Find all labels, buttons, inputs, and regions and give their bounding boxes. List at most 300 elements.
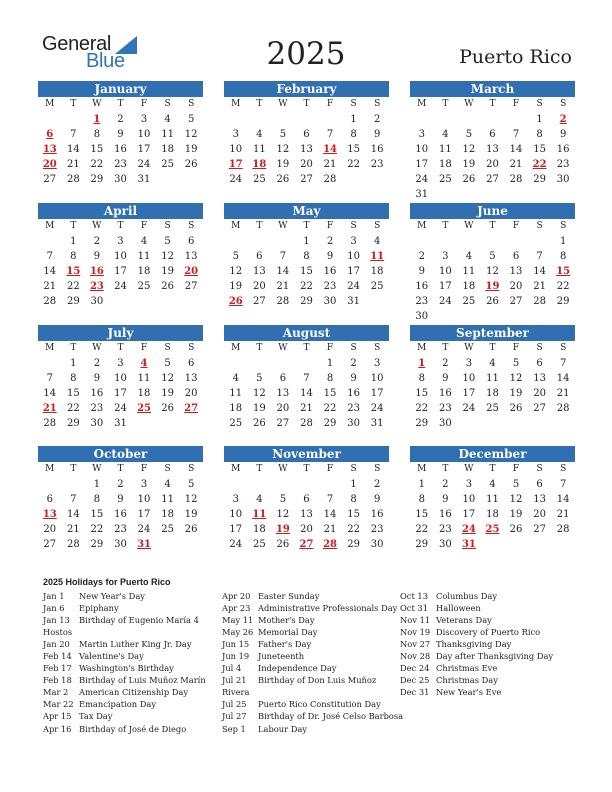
calendar-day: 13: [509, 266, 523, 277]
calendar-day: 12: [252, 388, 266, 399]
weekday-label: T: [303, 464, 310, 474]
calendar-day: 30: [90, 296, 104, 307]
holiday-name: Tax Day: [79, 711, 113, 722]
calendar-day: 30: [114, 174, 127, 185]
empty-cell: [434, 234, 458, 249]
calendar-day: 29: [90, 539, 104, 550]
calendar-day: 16: [438, 388, 452, 399]
holiday-name: Mother's Day: [258, 615, 315, 626]
calendar-day: 21: [556, 509, 570, 520]
holiday-date-label: Nov 27: [400, 639, 431, 650]
calendar-day: 24: [114, 403, 127, 414]
weekday-label: F: [140, 464, 148, 474]
calendar-day: 16: [323, 266, 337, 277]
calendar-day: 22: [347, 524, 360, 535]
month-header: June: [410, 203, 575, 219]
weekday-label: S: [374, 221, 381, 231]
holiday-date: 20: [184, 266, 199, 277]
calendar-day: 17: [415, 159, 429, 170]
calendar-day: 7: [559, 358, 567, 369]
calendar-day: 10: [462, 494, 476, 505]
weekday-label: W: [464, 99, 474, 109]
calendar-day: 13: [486, 144, 499, 155]
calendar-day: 4: [256, 494, 263, 505]
holiday-date: 6: [46, 129, 54, 140]
calendar-day: 1: [70, 236, 77, 247]
calendar-day: 30: [114, 539, 127, 550]
calendar-day: 26: [161, 403, 174, 414]
empty-cell: [318, 112, 342, 127]
weekday-label: T: [117, 99, 124, 109]
calendar-day: 19: [252, 403, 266, 414]
holiday-date: 27: [184, 403, 199, 414]
holiday-date-label: Apr 23: [222, 603, 251, 614]
holiday-date: 28: [323, 539, 337, 550]
calendar-day: 25: [438, 174, 452, 185]
calendar-day: 26: [161, 281, 174, 292]
calendar-day: 14: [533, 266, 546, 277]
weekday-label: T: [256, 99, 263, 109]
calendar-day: 13: [184, 251, 198, 262]
weekday-label: F: [326, 221, 334, 231]
calendar-day: 19: [509, 388, 523, 399]
calendar-day: 10: [415, 144, 429, 155]
calendar-day: 17: [114, 266, 127, 277]
calendar-day: 26: [276, 174, 290, 185]
calendar-day: 30: [90, 418, 104, 429]
weekday-label: T: [303, 343, 310, 353]
calendar-day: 27: [276, 418, 290, 429]
holiday-date: 31: [461, 539, 476, 550]
calendar-day: 8: [350, 129, 357, 140]
holiday-date: 27: [299, 539, 314, 550]
calendar-day: 1: [350, 479, 357, 490]
calendar-day: 16: [438, 509, 452, 520]
calendar-day: 2: [117, 479, 124, 490]
empty-cell: [248, 356, 272, 371]
weekday-label: T: [489, 464, 496, 474]
calendar-day: 10: [137, 129, 151, 140]
calendar-day: 1: [418, 479, 425, 490]
calendar-day: 17: [347, 266, 360, 277]
calendar-day: 3: [465, 358, 473, 369]
holiday-name: Birthday of Don Luis Muñoz: [258, 675, 377, 686]
calendar-day: 7: [70, 129, 77, 140]
calendar-day: 24: [415, 174, 429, 185]
holiday-date: 19: [485, 281, 500, 292]
empty-cell: [504, 234, 528, 249]
calendar-day: 23: [438, 403, 452, 414]
calendar-day: 10: [370, 373, 384, 384]
calendar-day: 14: [509, 144, 523, 155]
weekday-label: S: [374, 99, 381, 109]
holiday-date: 1: [418, 358, 426, 369]
calendar-day: 21: [509, 159, 523, 170]
calendar-day: 10: [229, 509, 243, 520]
calendar-day: 11: [161, 494, 174, 505]
holiday-name: Martin Luther King Jr. Day: [79, 639, 192, 650]
calendar-day: 17: [229, 524, 243, 535]
calendar-day: 23: [415, 296, 429, 307]
empty-cell: [38, 234, 62, 249]
empty-cell: [224, 112, 248, 127]
weekday-label: M: [231, 464, 241, 474]
calendar-day: 26: [486, 296, 499, 307]
calendar-day: 26: [184, 524, 198, 535]
month-header: January: [38, 81, 203, 97]
calendar-day: 12: [184, 494, 198, 505]
calendar-day: 18: [462, 281, 476, 292]
calendar-day: 27: [43, 174, 57, 185]
calendar-day: 30: [347, 418, 360, 429]
calendar-day: 12: [229, 266, 243, 277]
weekday-label: W: [92, 464, 102, 474]
calendar-day: 26: [276, 539, 290, 550]
weekday-label: W: [92, 343, 102, 353]
holiday-date-label: Oct 13: [400, 591, 428, 601]
holiday-name: Birthday of José de Diego: [79, 723, 187, 734]
calendar-day: 3: [117, 236, 124, 247]
calendar-day: 31: [415, 189, 429, 200]
calendar-day: 12: [509, 494, 523, 505]
weekday-label: T: [489, 343, 496, 353]
calendar-day: 22: [90, 524, 104, 535]
calendar-day: 12: [486, 266, 499, 277]
calendar-day: 21: [300, 403, 313, 414]
calendar-day: 31: [370, 418, 384, 429]
calendar-day: 25: [252, 174, 266, 185]
empty-cell: [528, 234, 552, 249]
weekday-label: T: [442, 221, 449, 231]
calendar-day: 24: [229, 539, 243, 550]
calendar-day: 17: [462, 509, 476, 520]
calendar-day: 27: [252, 296, 266, 307]
calendar-day: 9: [326, 251, 334, 262]
calendar-day: 5: [279, 129, 287, 140]
month-header: December: [410, 446, 575, 462]
holiday-name-continued: Rivera: [222, 687, 250, 698]
calendar-day: 31: [137, 174, 151, 185]
holiday-date-label: Jul 21: [222, 675, 247, 686]
holiday-date-label: Apr 16: [43, 723, 72, 734]
calendar-day: 21: [276, 281, 290, 292]
calendar-day: 13: [533, 373, 546, 384]
calendar-day: 20: [486, 159, 499, 170]
calendar-day: 11: [486, 373, 499, 384]
month-header: March: [410, 81, 575, 97]
calendar-day: 27: [486, 174, 499, 185]
calendar-day: 1: [350, 114, 357, 125]
calendar-day: 29: [415, 539, 429, 550]
holiday-name: New Year's Eve: [436, 687, 502, 698]
calendar-day: 1: [303, 236, 310, 247]
weekday-label: M: [45, 221, 55, 231]
weekday-label: F: [326, 464, 334, 474]
empty-cell: [224, 234, 248, 249]
calendar-day: 15: [323, 388, 337, 399]
calendar-day: 5: [164, 358, 171, 369]
calendar-day: 30: [438, 539, 452, 550]
calendar-day: 23: [114, 524, 127, 535]
calendar-day: 11: [137, 373, 151, 384]
calendar-day: 29: [300, 296, 313, 307]
calendar-day: 6: [46, 494, 53, 505]
calendar-day: 15: [66, 388, 80, 399]
weekday-label: T: [70, 343, 77, 353]
calendar-day: 14: [276, 266, 290, 277]
calendar-day: 28: [323, 174, 337, 185]
calendar-day: 29: [415, 418, 429, 429]
calendar-day: 25: [161, 159, 174, 170]
month-header: May: [224, 203, 389, 219]
calendar-day: 28: [533, 296, 546, 307]
weekday-label: T: [70, 221, 77, 231]
empty-cell: [38, 112, 62, 127]
calendar-day: 28: [66, 174, 80, 185]
calendar-day: 16: [415, 281, 429, 292]
calendar-day: 10: [462, 373, 476, 384]
calendar-day: 7: [512, 129, 520, 140]
empty-cell: [271, 112, 295, 127]
calendar-day: 5: [187, 114, 195, 125]
calendar-day: 13: [300, 509, 313, 520]
calendar-day: 28: [300, 418, 313, 429]
calendar-day: 9: [93, 251, 101, 262]
calendar-day: 20: [252, 281, 266, 292]
weekday-label: S: [560, 343, 567, 353]
weekday-label: S: [560, 464, 567, 474]
calendar-day: 3: [442, 251, 449, 262]
calendar-day: 4: [140, 236, 148, 247]
calendar-day: 22: [66, 281, 80, 292]
calendar-day: 12: [462, 144, 476, 155]
calendar-day: 30: [415, 311, 429, 322]
calendar-day: 7: [536, 251, 543, 262]
calendar-year-title: 2025: [266, 36, 346, 72]
calendar-day: 11: [137, 251, 151, 262]
calendar-day: 29: [66, 418, 80, 429]
calendar-day: 13: [252, 266, 266, 277]
calendar-day: 23: [323, 281, 337, 292]
holiday-name: Labour Day: [258, 723, 307, 734]
holiday-date: 25: [137, 403, 151, 414]
holiday-date-label: Apr 15: [43, 711, 72, 722]
calendar-day: 8: [93, 129, 101, 140]
month-august: [224, 325, 389, 431]
calendar-day: 2: [373, 479, 381, 490]
calendar-day: 8: [536, 129, 543, 140]
weekday-label: S: [188, 464, 195, 474]
empty-cell: [248, 234, 272, 249]
month-header: October: [38, 446, 203, 462]
month-may: [224, 203, 389, 309]
calendar-day: 27: [509, 296, 523, 307]
calendar-day: 14: [556, 373, 570, 384]
calendar-day: 6: [536, 358, 543, 369]
calendar-day: 15: [90, 509, 104, 520]
calendar-day: 22: [300, 281, 313, 292]
calendar-day: 21: [323, 159, 337, 170]
weekday-label: S: [350, 464, 357, 474]
weekday-label: W: [278, 343, 288, 353]
holiday-date-label: Dec 24: [400, 663, 430, 674]
holiday-date: 17: [228, 159, 243, 170]
calendar-day: 6: [279, 373, 287, 384]
month-header: February: [224, 81, 389, 97]
calendar-day: 3: [140, 479, 148, 490]
weekday-label: S: [188, 99, 195, 109]
calendar-day: 19: [462, 159, 476, 170]
holiday-date-label: Jul 27: [222, 711, 247, 722]
calendar-day: 5: [164, 236, 171, 247]
calendar-day: 29: [66, 296, 80, 307]
calendar-day: 30: [556, 174, 570, 185]
calendar-day: 2: [93, 236, 101, 247]
holiday-date-label: Nov 19: [400, 627, 431, 638]
calendar-day: 30: [438, 418, 452, 429]
calendar-day: 11: [438, 144, 452, 155]
weekday-label: S: [374, 464, 381, 474]
holiday-date-label: Jul 25: [222, 699, 247, 710]
calendar-day: 25: [252, 539, 266, 550]
calendar-day: 2: [326, 236, 334, 247]
weekday-label: W: [278, 221, 288, 231]
calendar-day: 1: [536, 114, 543, 125]
calendar-day: 7: [303, 373, 310, 384]
weekday-label: M: [231, 99, 241, 109]
calendar-day: 20: [533, 509, 546, 520]
calendar-day: 3: [350, 236, 357, 247]
weekday-label: F: [326, 99, 334, 109]
month-grid: [410, 97, 575, 202]
weekday-label: T: [489, 221, 496, 231]
calendar-day: 8: [70, 251, 77, 262]
weekday-label: W: [92, 99, 102, 109]
holiday-name: Puerto Rico Constitution Day: [258, 699, 381, 710]
calendar-day: 19: [509, 509, 523, 520]
calendar-day: 27: [43, 539, 57, 550]
empty-cell: [295, 477, 319, 492]
calendar-day: 2: [350, 358, 357, 369]
calendar-day: 8: [326, 373, 334, 384]
calendar-day: 3: [373, 358, 381, 369]
holiday-date: 24: [461, 524, 476, 535]
calendar-day: 9: [373, 129, 381, 140]
calendar-day: 28: [556, 403, 570, 414]
holidays-title: 2025 Holidays for Puerto Rico: [43, 577, 171, 587]
month-header: April: [38, 203, 203, 219]
calendar-day: 1: [70, 358, 77, 369]
holiday-date-label: Mar 22: [43, 699, 74, 710]
calendar-day: 18: [486, 509, 499, 520]
empty-cell: [62, 477, 86, 492]
holiday-name: New Year's Day: [79, 591, 145, 601]
calendar-day: 17: [114, 388, 127, 399]
calendar-day: 2: [442, 358, 449, 369]
calendar-day: 9: [373, 494, 381, 505]
month-grid: [38, 462, 203, 552]
calendar-day: 7: [70, 494, 77, 505]
holiday-date-label: Mar 2: [43, 687, 69, 698]
weekday-label: S: [536, 221, 543, 231]
calendar-day: 6: [512, 251, 520, 262]
calendar-day: 16: [556, 144, 570, 155]
month-march: [410, 81, 575, 202]
calendar-day: 4: [164, 479, 171, 490]
weekday-label: T: [117, 343, 124, 353]
empty-cell: [318, 477, 342, 492]
weekday-label: F: [512, 99, 520, 109]
holiday-date-label: Feb 17: [43, 663, 72, 674]
weekday-label: W: [278, 99, 288, 109]
calendar-day: 20: [300, 524, 313, 535]
calendar-day: 12: [184, 129, 198, 140]
month-june: [410, 203, 575, 324]
holiday-date: 2: [559, 114, 567, 125]
month-grid: [410, 462, 575, 552]
calendar-day: 4: [256, 129, 263, 140]
holiday-name: Birthday of Eugenio María 4: [79, 615, 199, 626]
weekday-label: T: [256, 343, 263, 353]
calendar-day: 4: [164, 114, 171, 125]
calendar-day: 3: [418, 129, 425, 140]
empty-cell: [38, 356, 62, 371]
weekday-label: F: [512, 343, 520, 353]
calendar-day: 20: [276, 403, 290, 414]
month-october: [38, 446, 203, 552]
calendar-day: 18: [229, 403, 243, 414]
holiday-name-continued: Hostos: [43, 627, 73, 638]
month-grid: [410, 219, 575, 324]
calendar-day: 28: [276, 296, 290, 307]
empty-cell: [271, 477, 295, 492]
holiday-date: 16: [89, 266, 104, 277]
empty-cell: [38, 477, 62, 492]
calendar-day: 5: [465, 129, 473, 140]
holiday-name: Halloween: [436, 603, 481, 614]
weekday-label: F: [140, 221, 148, 231]
empty-cell: [248, 112, 272, 127]
month-header: August: [224, 325, 389, 341]
weekday-label: M: [45, 99, 55, 109]
logo-text-general: General: [42, 33, 112, 55]
weekday-label: M: [417, 464, 427, 474]
calendar-day: 6: [489, 129, 496, 140]
month-grid: [224, 219, 389, 309]
weekday-label: T: [256, 464, 263, 474]
calendar-day: 2: [93, 358, 101, 369]
calendar-day: 25: [137, 281, 151, 292]
calendar-day: 13: [276, 388, 290, 399]
calendar-day: 23: [438, 524, 452, 535]
calendar-day: 22: [66, 403, 80, 414]
calendar-day: 15: [533, 144, 546, 155]
calendar-day: 6: [187, 236, 195, 247]
calendar-day: 8: [418, 373, 425, 384]
weekday-label: M: [417, 99, 427, 109]
calendar-day: 4: [489, 479, 496, 490]
calendar-day: 22: [347, 159, 360, 170]
calendar-day: 6: [303, 129, 310, 140]
holiday-name: Easter Sunday: [258, 591, 320, 601]
calendar-day: 5: [187, 479, 195, 490]
calendar-day: 23: [90, 403, 104, 414]
holiday-date: 15: [556, 266, 571, 277]
calendar-day: 30: [370, 539, 384, 550]
calendar-day: 13: [300, 144, 313, 155]
calendar-day: 30: [323, 296, 337, 307]
calendar-day: 19: [184, 144, 198, 155]
